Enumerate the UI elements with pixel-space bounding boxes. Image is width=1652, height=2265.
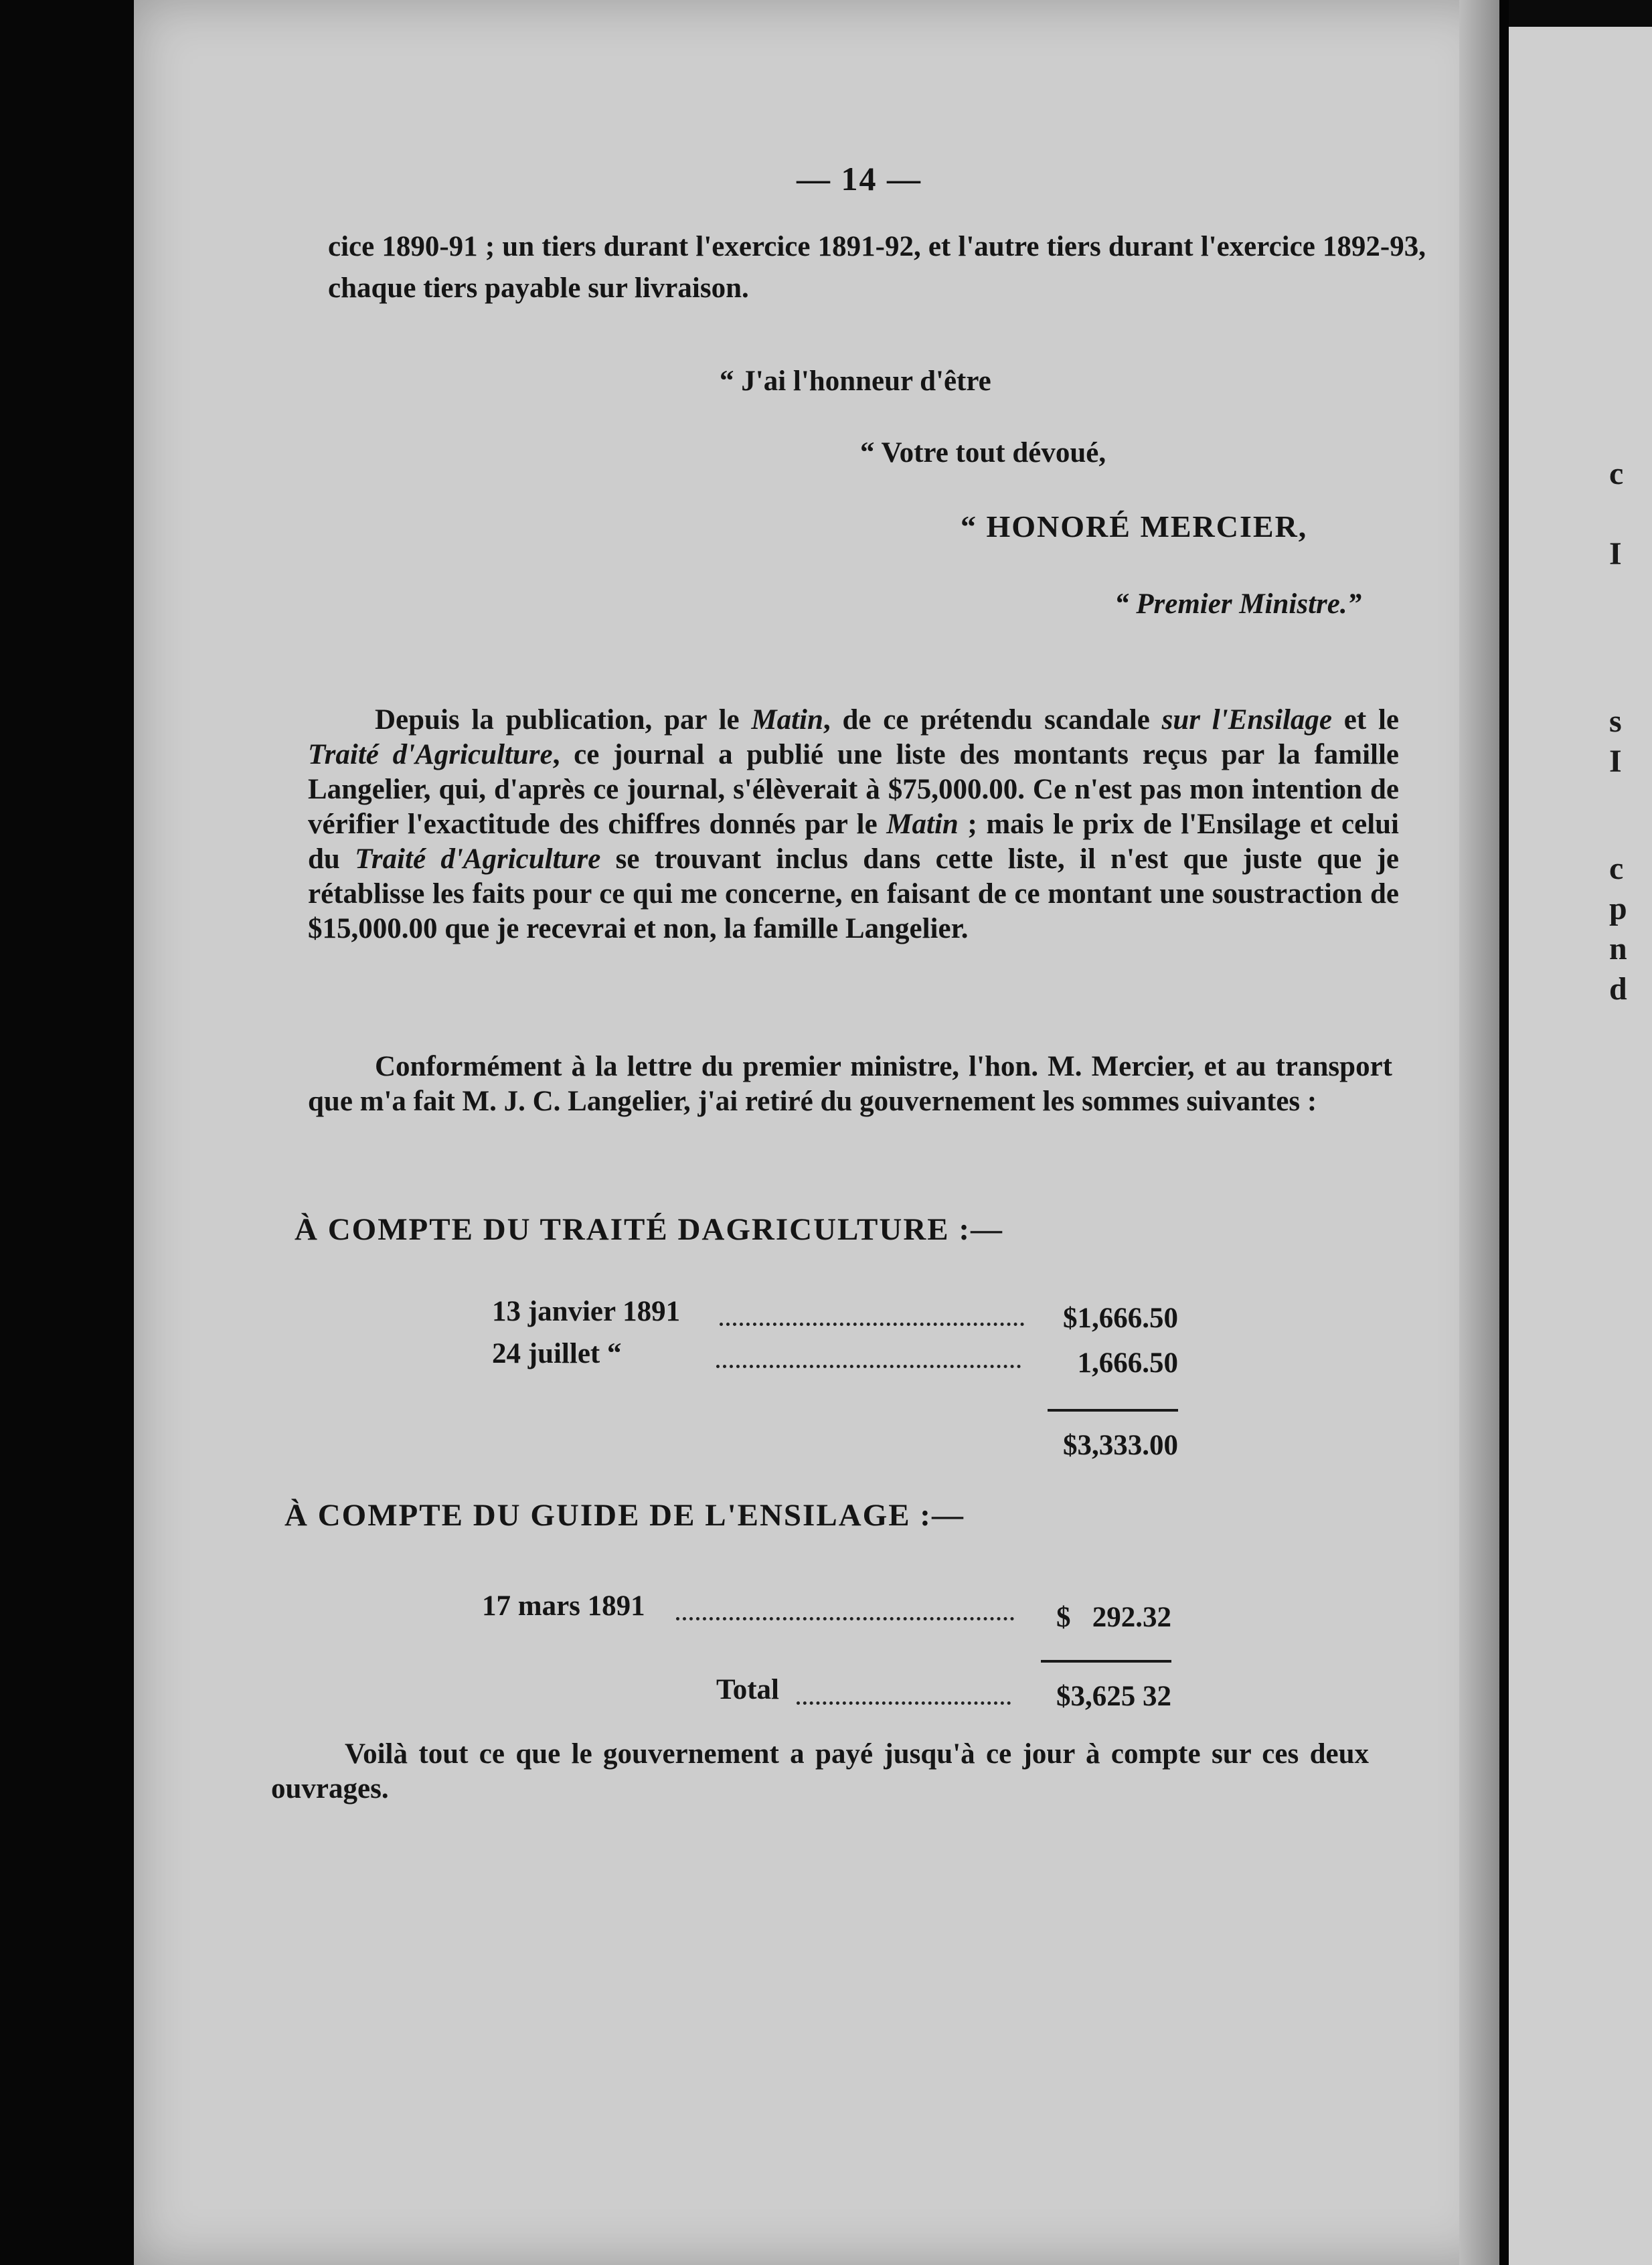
dot-leader [797,1699,1011,1705]
adjacent-page-fragment: I [1609,744,1622,779]
section-heading-traite: À COMPTE DU TRAITÉ DAGRICULTURE :— [295,1212,1004,1247]
adjacent-page [1509,27,1652,2265]
dot-leader [716,1362,1021,1368]
adjacent-page-fragment: d [1609,971,1627,1007]
total-label: Total [716,1674,779,1705]
payment-amount: $ 292.32 [1056,1602,1171,1633]
payment-date: 17 mars 1891 [482,1590,645,1622]
payment-date: 13 janvier 1891 [492,1296,681,1327]
subtotal-amount: $3,333.00 [1063,1430,1178,1461]
text-run: , de ce prétendu scandale [823,704,1162,736]
paragraph-closing [271,1737,1369,1807]
adjacent-page-fragment: s [1609,703,1622,739]
paragraph-text: Conformément à la lettre du premier ministre, l'hon. M. Mercier, et au transport que m'a fait M. J. C. Langelier, j'ai retiré du gouvernement les sommes suivantes : [308,1051,1392,1117]
paragraph-text: Voilà tout ce que le gouvernement a payé jusqu'à ce jour à compte sur ces deux ouvrages. [271,1738,1369,1805]
adjacent-page-fragment: I [1609,536,1622,572]
work-title: Traité d'Agriculture [355,843,601,875]
letter-closing-line: “ Votre tout dévoué, [860,437,1106,469]
text-run: Depuis la publication, par le [375,704,752,736]
adjacent-page-fragment: p [1609,891,1627,926]
dot-leader [676,1614,1014,1620]
sum-rule [1048,1409,1178,1412]
dot-leader [720,1320,1024,1326]
page-edge-shadow [1459,0,1499,2265]
page-number: — 14 — [797,160,922,197]
adjacent-page-fragment: c [1609,851,1624,886]
paragraph-conformement [308,1050,1392,1119]
binding-rule [1499,0,1509,2265]
payment-date: 24 juillet “ [492,1338,622,1369]
signatory-name: “ HONORÉ MERCIER, [961,509,1308,543]
adjacent-page-fragment: n [1609,931,1627,967]
signatory-title: “ Premier Ministre.” [1114,588,1362,620]
sum-rule [1041,1660,1171,1663]
newspaper-name: Matin [751,704,823,736]
document-page [134,0,1494,2265]
work-title: Traité d'Agriculture [308,739,553,770]
adjacent-page-fragment: c [1609,456,1624,491]
letter-closing-line: “ J'ai l'honneur d'être [720,365,991,397]
work-title: sur l'Ensilage [1161,704,1332,736]
paragraph-publication [308,703,1399,946]
paragraph-text [308,703,1399,946]
continuation-text: cice 1890-91 ; un tiers durant l'exercice 1891-92, et l'autre tiers durant l'exercice 1892-93, chaque tiers payable sur livraison. [328,231,1426,304]
text-run: , ce journal a publié une liste des montants reçus par la famille Langelier, qui, d'après ce journal, s'élèverait à $75,000.00. Ce n'est pas mon intention de vérifier l'exactitude des chiffres donnés par le [308,739,1400,840]
text-run: ; mais le prix de l'Ensilage et celui du [308,809,1400,875]
left-gutter [0,0,134,2265]
text-run: se trouvant inclus dans cette liste, il n'est que juste que je rétablisse les faits pour ce qui me concerne, en faisant de ce montant une soustraction de $15,000.00 que je recevrai et non, la famille Langelier. [308,843,1399,944]
total-amount: $3,625 32 [1056,1681,1171,1712]
newspaper-name: Matin [886,809,959,840]
payment-amount: 1,666.50 [1077,1347,1178,1379]
payment-amount: $1,666.50 [1063,1303,1178,1334]
section-heading-guide: À COMPTE DU GUIDE DE L'ENSILAGE :— [284,1498,965,1533]
text-run: et le [1332,704,1399,736]
